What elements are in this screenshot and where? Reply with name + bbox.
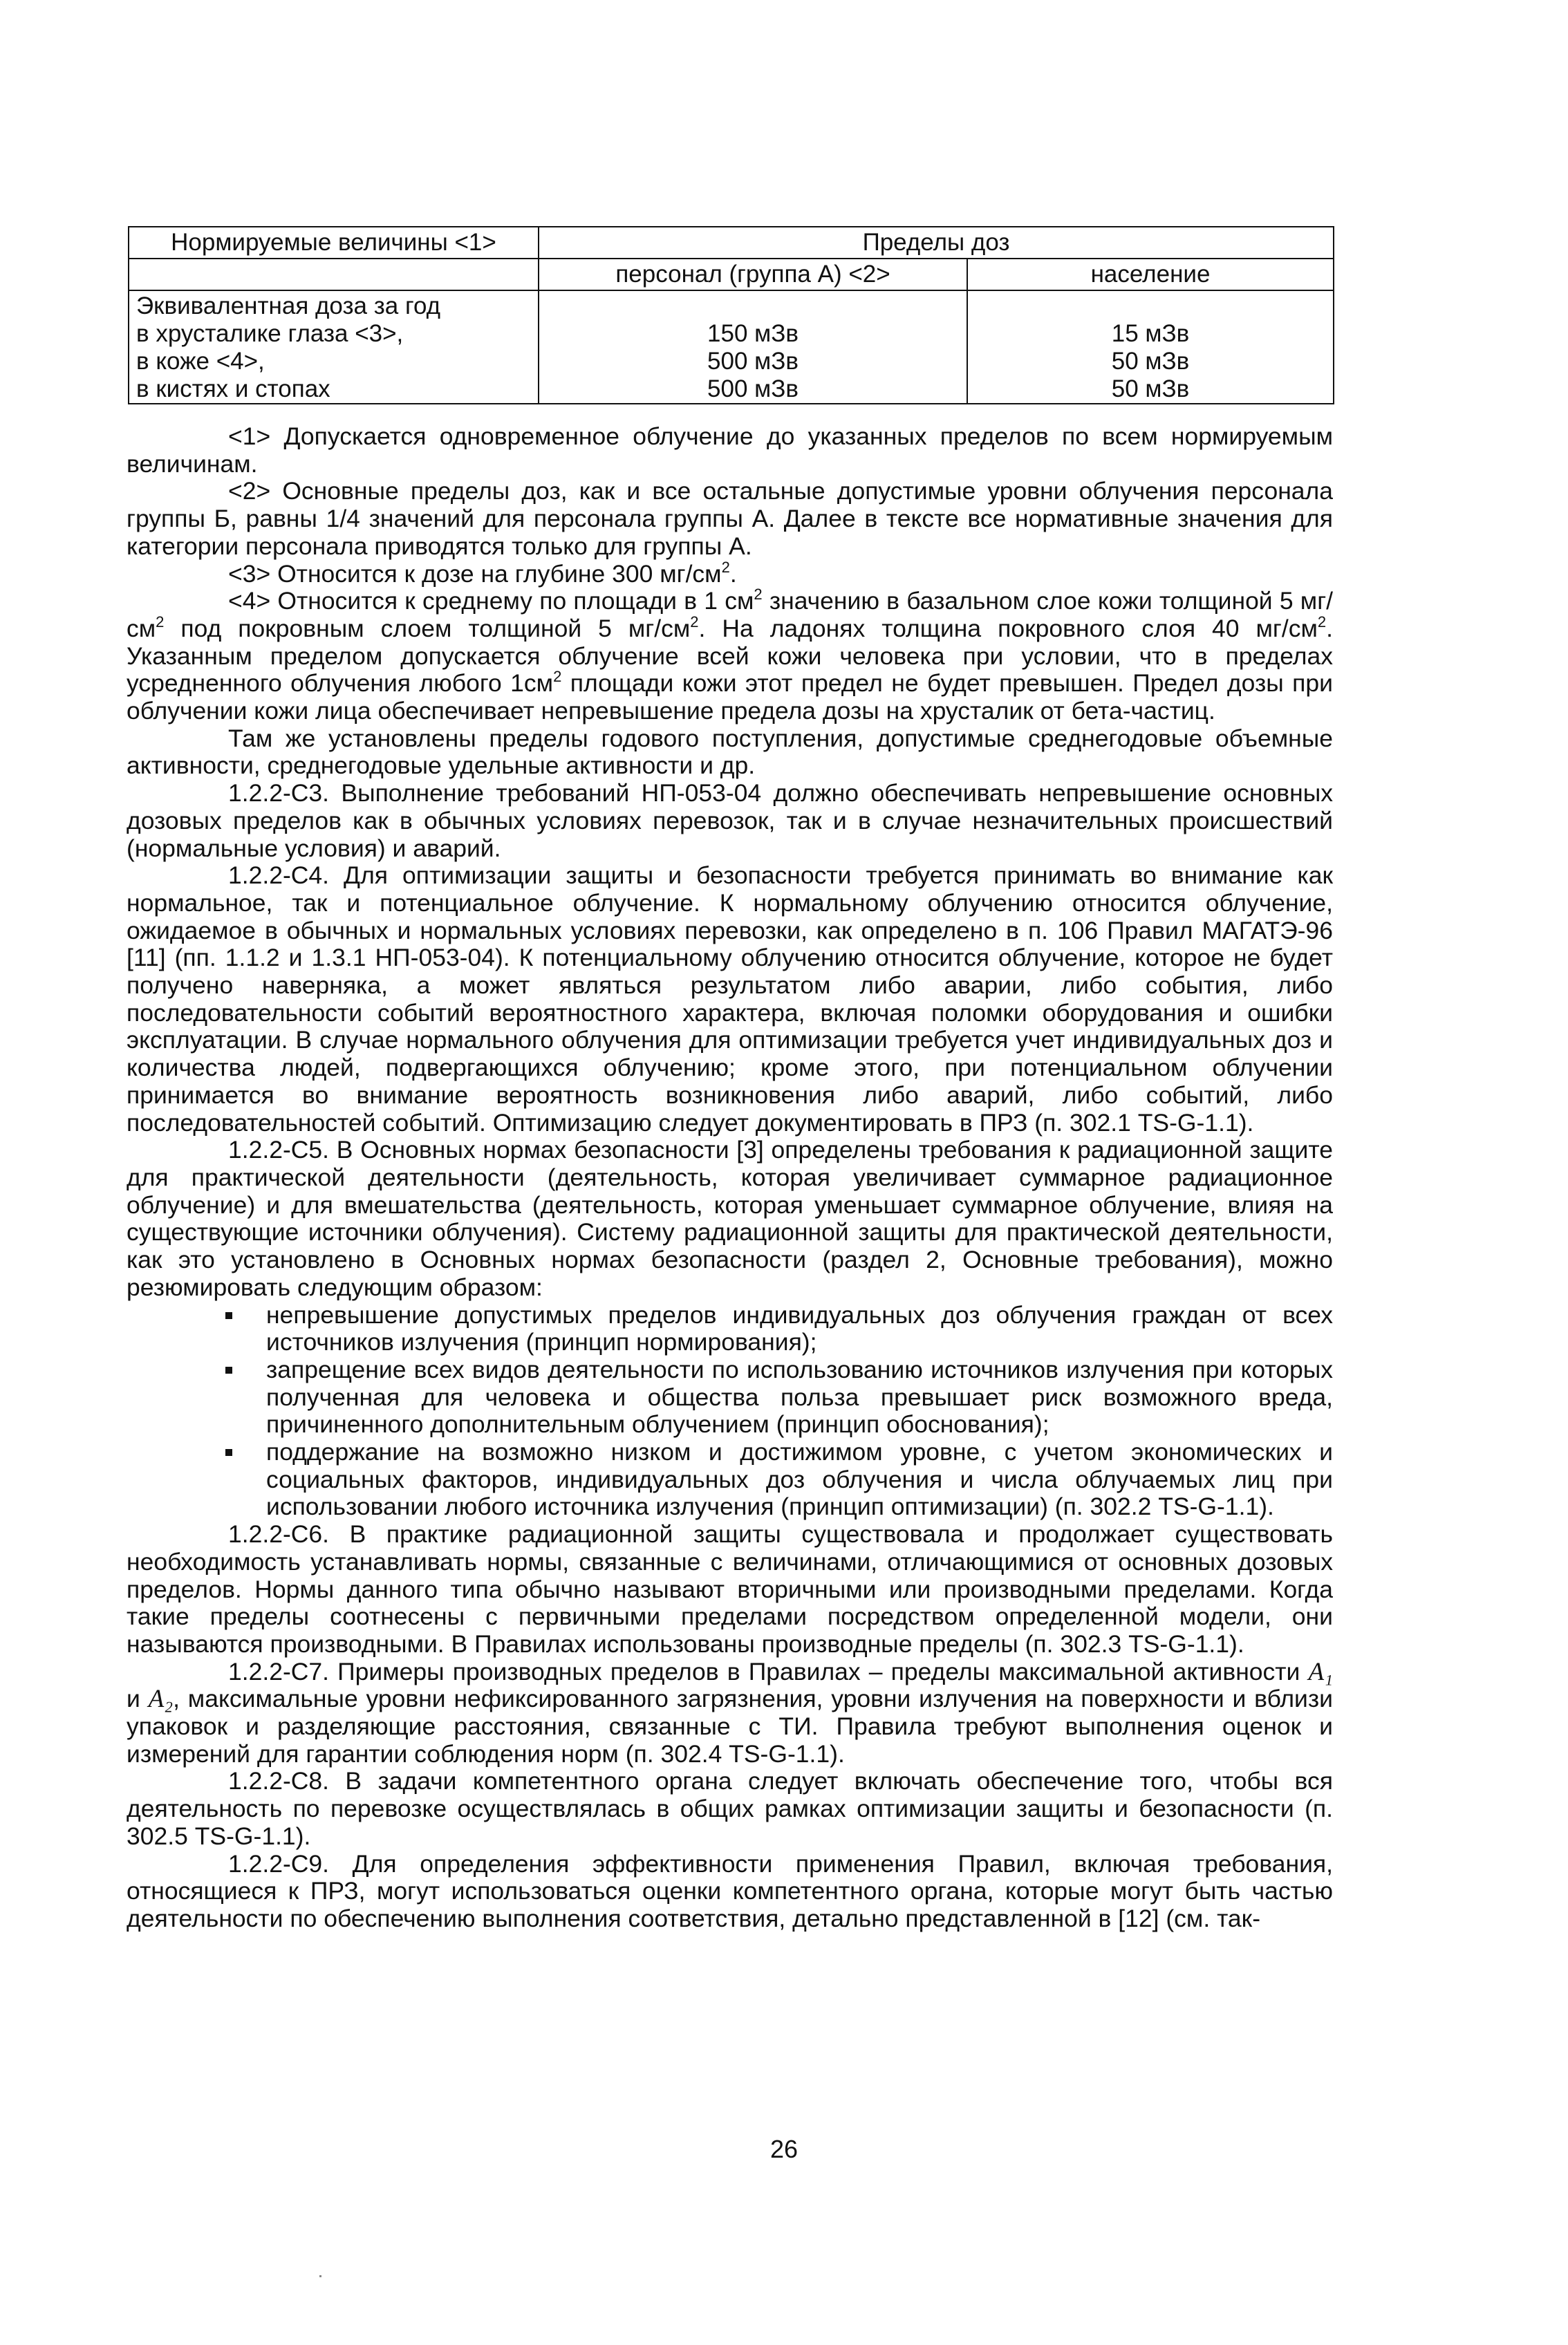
paragraph-c6: 1.2.2-С6. В практике радиационной защиты существовала и продолжает существовать необходимость устанавливать нормы, связанные с величинами, отличающимися от основных дозовых пределов. Нормы данного типа обычно называют вторичными или производными пределами. Когда такие пределы соотнесены с первичными пределами посредством определенной модели, они называются производными. В Правилах использованы производные пределы (п. 302.3 TS-G-1.1). [127,1520,1333,1658]
note-4-text: значению в базальном слое кожи толщиной 5 мг/см [127,587,1334,642]
header-public: население [967,259,1334,290]
public-value: 50 мЗв [1111,348,1190,375]
paragraph-c8: 1.2.2-С8. В задачи компетентного органа следует включать обеспечение того, чтобы вся деятельность по перевозке осуществлялась в общих рамках оптимизации защиты и безопасности (п. 302.5 TS-G-1.1). [127,1767,1333,1850]
paragraph-c3: 1.2.2-С3. Выполнение требований НП-053-04 должно обеспечивать непревышение основных дозовых пределов как в обычных условиях перевозок, так и в случае незначительных происшествий (нормальные условия) и аварий. [127,779,1333,862]
note-4 [127,588,1333,725]
staff-value: 500 мЗв [707,375,799,402]
superscript: 2 [721,558,730,576]
public-value: 15 мЗв [1111,320,1190,347]
superscript: 2 [690,613,699,630]
header-empty-cell [129,259,539,290]
list-item [127,1302,1333,1356]
row-label: в кистях и стопах [136,375,330,402]
superscript: 2 [156,613,165,630]
row-labels-cell [129,290,539,404]
header-quantity: Нормируемые величины <1> [129,227,539,259]
page-number: 26 [769,2135,799,2163]
note-4-text: . На ладонях толщина покровного слоя 40 мг/см [698,614,1318,642]
list-item [127,1439,1333,1521]
note-2: <2> Основные пределы доз, как и все остальные допустимые уровни облучения персонала группы Б, равны 1/4 значений для персонала группы А. Далее в тексте все нормативные значения для категории персонала приводятся только для группы А. [127,477,1333,560]
paragraph-same: Там же установлены пределы годового поступления, допустимые среднегодовые объемные активности, среднегодовые удельные активности и др. [127,724,1333,780]
public-values-cell [967,290,1334,404]
row-label: Эквивалентная доза за год [136,292,441,319]
note-3-end: . [729,559,737,588]
symbol-a1: A₁ [1308,1657,1333,1686]
paragraph-c7-text: и [127,1685,149,1713]
table-header-row [129,227,1334,259]
superscript: 2 [553,668,562,686]
paragraph-c9: 1.2.2-С9. Для определения эффективности применения Правил, включая требования, относящиеся к ПРЗ, могут использоваться оценки компетентного органа, которые могут быть частью деятельности по обеспечению выполнения соответствия, детально представленной в [12] (см. так- [127,1849,1333,1932]
superscript: 2 [1317,613,1327,630]
note-1: <1> Допускается одновременное облучение до указанных пределов по всем нормируемым величинам. [127,422,1333,478]
list-item-text: поддержание на возможно низком и достижимом уровне, с учетом экономических и социальных факторов, индивидуальных доз облучения и числа облучаемых лиц при использовании любого источника излучения (принцип оптимизации) (п. 302.2 TS-G-1.1). [266,1438,1333,1521]
scan-speck [319,2275,321,2277]
paragraph-c7-text: 1.2.2-С7. Примеры производных пределов в Правилах – пределы максимальной активности [228,1657,1309,1685]
note-4-text: <4> Относится к среднему по площади в 1 см [228,587,754,615]
note-4-text: . Указанным пределом допускается облучение всей кожи человека при условии, что в пределах усредненного облучения любого 1см [127,614,1334,698]
bullet-icon [225,1312,232,1319]
superscript: 2 [754,586,763,604]
paragraph-c7 [127,1659,1333,1768]
note-4-text: под покровным слоем толщиной 5 мг/см [164,614,691,642]
paragraph-c7-text: , максимальные уровни нефиксированного загрязнения, уровни излучения на поверхности и вблизи упаковок и разделяющие расстояния, связанные с ТИ. Правила требуют выполнения оценок и измерений для гарантии соблюдения норм (п. 302.4 TS-G-1.1). [127,1685,1333,1768]
symbol-a2: A₂ [148,1685,174,1714]
list-item [127,1356,1333,1439]
list-item-text: запрещение всех видов деятельности по использованию источников излучения при которых полученная для человека и общества польза превышает риск возможного вреда, причиненного дополнительным облучением (принцип обоснования); [266,1355,1333,1439]
body-text [127,423,1333,1933]
row-label: в коже <4>, [136,348,265,375]
note-3 [127,558,1333,588]
staff-value: 150 мЗв [707,320,799,347]
table-subheader-row [129,259,1334,290]
table-row [129,290,1334,404]
public-value: 50 мЗв [1111,375,1190,402]
bullet-icon [225,1367,232,1374]
header-staff: персонал (группа А) <2> [539,259,967,290]
list-item-text: непревышение допустимых пределов индивидуальных доз облучения граждан от всех источников излучения (принцип нормирования); [266,1300,1333,1356]
row-label: в хрусталике глаза <3>, [136,320,404,347]
note-4-text: площади кожи этот предел не будет превышен. Предел дозы при облучении кожи лица обеспечивает непревышение предела дозы на хрусталик от бета-частиц. [127,669,1333,725]
paragraph-c4: 1.2.2-С4. Для оптимизации защиты и безопасности требуется принимать во внимание как нормальное, так и потенциальное облучение. К нормальному облучению относится облучение, ожидаемое в обычных и нормальных условиях перевозки, как определено в п. 106 Правил МАГАТЭ-96 [11] (пп. 1.1.2 и 1.3.1 НП-053-04). К потенциальному облучению относится облучение, которое не будет получено наверняка, а может являться результатом либо аварии, либо события, либо последовательности событий вероятностного характера, включая поломки оборудования и ошибки эксплуатации. В случае нормального облучения для оптимизации требуется учет индивидуальных доз и количества людей, подвергающихся облучению; кроме этого, при потенциальном облучении принимается во внимание вероятность возникновения либо аварий, либо событий, либо последовательностей событий. Оптимизацию следует документировать в ПРЗ (п. 302.1 TS-G-1.1). [127,861,1333,1137]
note-3-text: <3> Относится к дозе на глубине 300 мг/см [228,559,722,588]
principles-list [127,1302,1333,1522]
paragraph-c5: 1.2.2-С5. В Основных нормах безопасности [3] определены требования к радиационной защите для практической деятельности (деятельность, которая увеличивает суммарное радиационное облучение) и для вмешательства (деятельность, которая уменьшает суммарное облучение, влияя на существующие источники облучения). Систему радиационной защиты для практической деятельности, как это установлено в Основных нормах безопасности (раздел 2, Основные требования), можно резюмировать следующим образом: [127,1136,1333,1301]
bullet-icon [225,1449,232,1456]
header-limits: Пределы доз [539,227,1334,259]
staff-values-cell [539,290,967,404]
staff-value: 500 мЗв [707,348,799,375]
dose-limits-table [128,226,1334,404]
